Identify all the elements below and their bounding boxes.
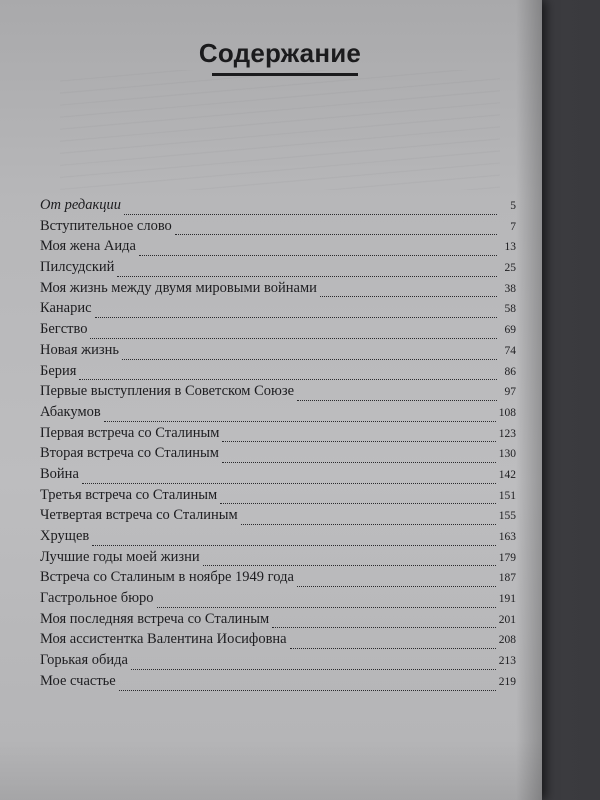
toc-entry-title: Первая встреча со Сталиным xyxy=(40,424,220,441)
toc-entry xyxy=(40,197,516,218)
toc-entry-title: Встреча со Сталиным в ноябре 1949 года xyxy=(40,569,294,586)
toc-entry xyxy=(40,321,516,342)
toc-entry-page: 74 xyxy=(504,344,516,357)
toc-entry xyxy=(40,507,516,528)
toc-entry xyxy=(40,569,516,590)
toc-entry-title: Хрущев xyxy=(40,528,90,544)
toc-entry-page: 97 xyxy=(504,386,516,399)
toc-entry-title: Моя жена Аида xyxy=(40,238,136,255)
toc-entry-page: 7 xyxy=(510,220,516,233)
toc-entry-title: Четвертая встреча со Сталиным xyxy=(40,507,238,524)
dot-leader xyxy=(119,690,496,691)
page-edge-shadow xyxy=(516,0,542,800)
toc-entry-title: Берия xyxy=(40,362,77,379)
toc-entry-title: Моя жизнь между двумя мировыми войнами xyxy=(40,279,317,296)
toc-entry xyxy=(40,611,516,632)
dot-leader xyxy=(82,483,496,484)
toc-entry-title: Канарис xyxy=(40,300,92,317)
toc-entry xyxy=(40,528,516,549)
dot-leader xyxy=(222,441,495,442)
toc-entry-title: От редакции xyxy=(40,197,122,213)
toc-entry-title: Горькая обида xyxy=(40,652,128,669)
toc-entry-page: 13 xyxy=(504,241,516,254)
toc-entry-title: Вторая встреча со Сталиным xyxy=(40,445,219,462)
page-bottom-shade xyxy=(0,740,542,800)
toc-entry xyxy=(40,342,516,363)
toc-entry xyxy=(40,549,516,570)
toc-entry-page: 155 xyxy=(498,510,516,523)
toc-entry xyxy=(40,590,516,611)
toc-entry-title: Бегство xyxy=(40,321,88,338)
dot-leader xyxy=(272,627,496,628)
toc-entry-page: 130 xyxy=(498,448,516,461)
toc-entry-title: Война xyxy=(40,465,79,482)
toc-entry-page: 187 xyxy=(498,572,516,585)
toc-entry-title: Вступительное слово xyxy=(40,217,172,234)
dot-leader xyxy=(79,379,497,380)
dot-leader xyxy=(175,234,497,235)
dot-leader xyxy=(320,296,497,297)
toc-entry-title: Лучшие годы моей жизни xyxy=(40,548,200,565)
title-underline xyxy=(212,73,358,76)
toc-entry-title: Пилсудский xyxy=(40,259,115,276)
dot-leader xyxy=(297,586,496,587)
dot-leader xyxy=(131,669,496,670)
toc-entry xyxy=(40,404,516,425)
dot-leader xyxy=(122,359,497,360)
toc-entry-page: 58 xyxy=(504,303,516,316)
toc-entry xyxy=(40,238,516,259)
dot-leader xyxy=(157,607,496,608)
toc-entry-title: Мое счастье xyxy=(40,672,116,689)
toc-entry xyxy=(40,466,516,487)
toc-entry-title: Гастрольное бюро xyxy=(40,590,154,607)
toc-entry-title: Моя последняя встреча со Сталиным xyxy=(40,610,270,627)
toc-entry-page: 219 xyxy=(498,675,516,688)
toc-entry-page: 69 xyxy=(504,324,516,337)
toc-entry-page: 201 xyxy=(498,613,516,626)
dot-leader xyxy=(92,545,496,546)
toc-entry xyxy=(40,425,516,446)
dot-leader xyxy=(139,255,497,256)
toc-entry-page: 25 xyxy=(504,262,516,275)
dot-leader xyxy=(241,524,496,525)
toc-entry xyxy=(40,631,516,652)
toc-entry-page: 123 xyxy=(498,427,516,440)
toc-entry-page: 213 xyxy=(498,655,516,668)
toc-entry xyxy=(40,259,516,280)
toc-entry-page: 108 xyxy=(498,406,516,419)
dot-leader xyxy=(95,317,497,318)
toc-entry-page: 142 xyxy=(498,468,516,481)
toc-entry-page: 163 xyxy=(498,531,516,543)
toc-entry xyxy=(40,445,516,466)
page-title: Содержание xyxy=(198,38,362,68)
toc-entry-title: Третья встреча со Сталиным xyxy=(40,486,218,503)
toc-entry xyxy=(40,300,516,321)
toc-entry-page: 179 xyxy=(498,551,516,564)
dot-leader xyxy=(117,276,497,277)
dot-leader xyxy=(124,214,497,215)
toc-entry-title: Абакумов xyxy=(40,403,101,420)
dot-leader xyxy=(290,648,496,649)
toc-entry-title: Моя ассистентка Валентина Иосифовна xyxy=(40,631,287,648)
toc-entry xyxy=(40,487,516,508)
toc-entry-page: 208 xyxy=(498,634,516,647)
toc-entry xyxy=(40,218,516,239)
toc-entry-page: 151 xyxy=(498,489,516,502)
toc-entry-page: 38 xyxy=(504,282,516,295)
toc-entry xyxy=(40,673,516,694)
toc-entry xyxy=(40,652,516,673)
dot-leader xyxy=(104,421,496,422)
toc-entry xyxy=(40,280,516,301)
toc-entry xyxy=(40,383,516,404)
toc-entry-page: 191 xyxy=(498,593,516,606)
dot-leader xyxy=(203,565,496,566)
toc-entry-title: Новая жизнь xyxy=(40,341,119,358)
dot-leader xyxy=(222,462,496,463)
dot-leader xyxy=(220,503,496,504)
dot-leader xyxy=(90,338,497,339)
table-of-contents xyxy=(40,197,516,694)
toc-entry xyxy=(40,363,516,384)
toc-entry-page: 5 xyxy=(510,200,516,212)
toc-entry-title: Первые выступления в Советском Союзе xyxy=(40,383,295,400)
bleed-through-text xyxy=(60,70,500,190)
toc-entry-page: 86 xyxy=(504,365,516,378)
dot-leader xyxy=(297,400,497,401)
